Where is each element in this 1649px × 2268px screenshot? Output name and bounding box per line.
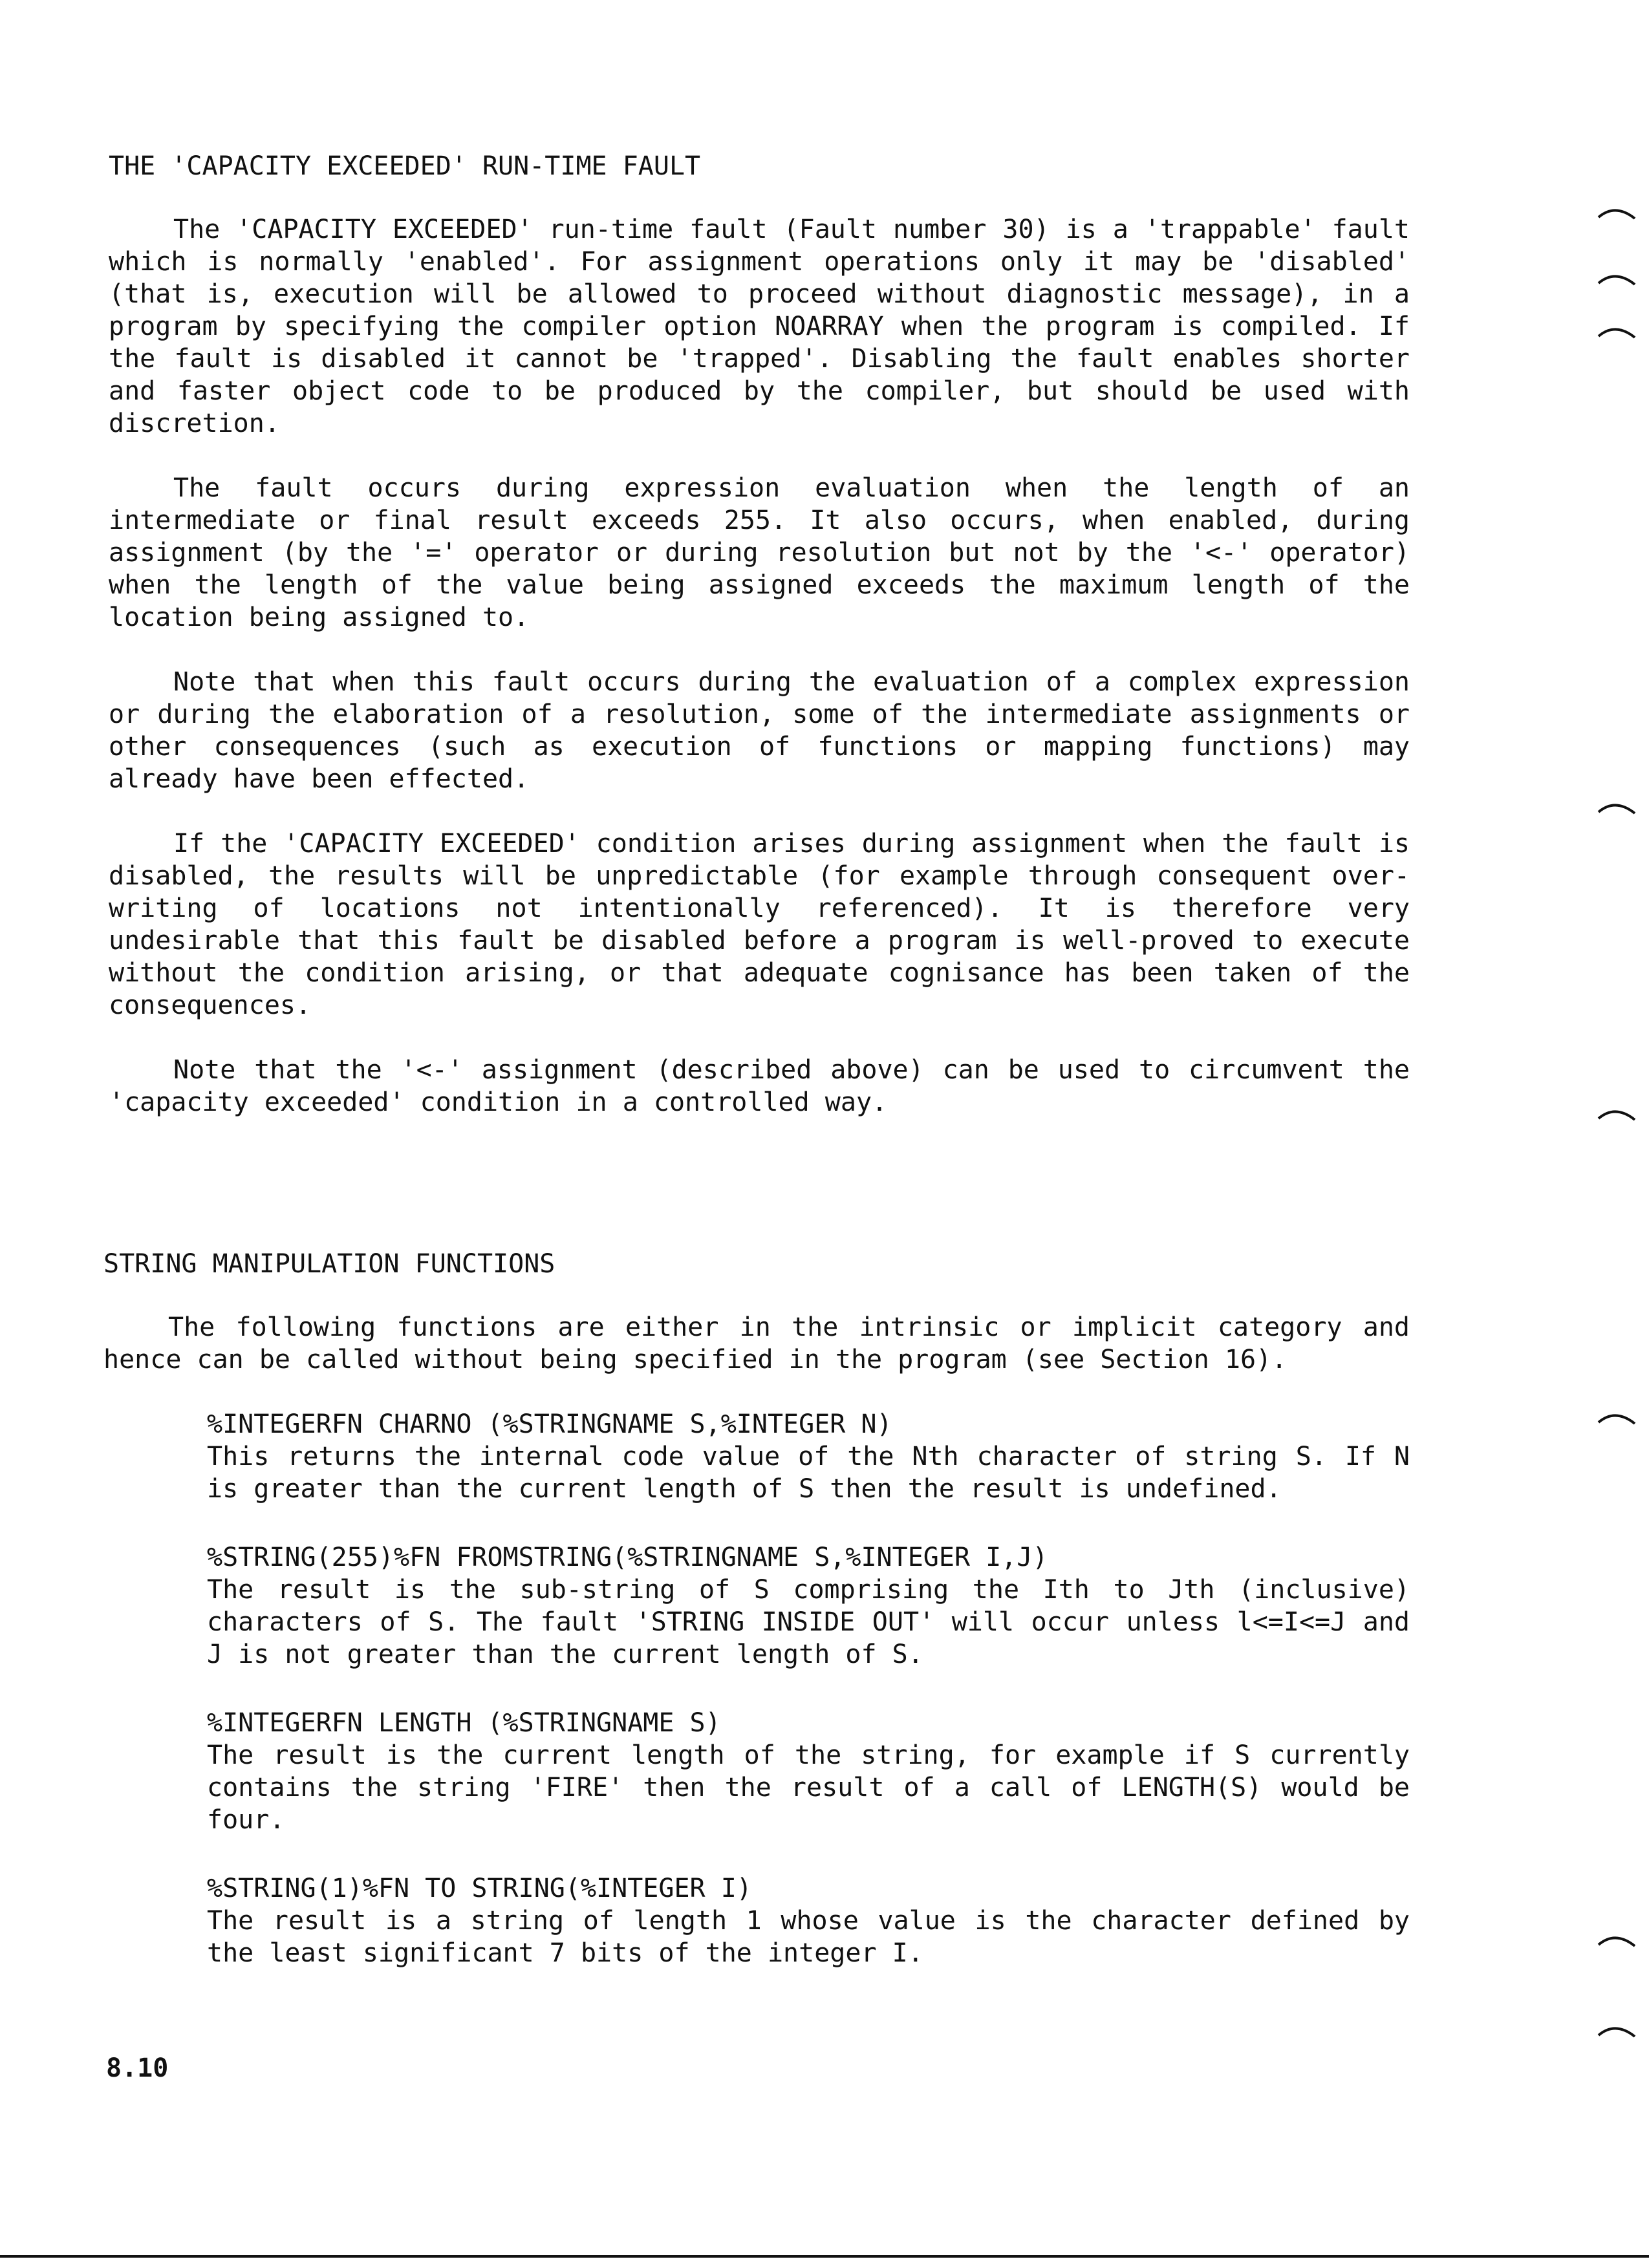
section-spacer (103, 1151, 1410, 1248)
paragraph: Note that when this fault occurs during the evaluation of a complex expression or during the elaboration of a resolution, some of the intermediate assignments or other consequences (such as execution of functions or mapping functions) may already have been effected. (109, 667, 1410, 794)
function-entry-to-string (207, 1872, 1410, 1969)
punch-hole-mark (1597, 1933, 1636, 1949)
function-entry-fromstring (207, 1541, 1410, 1671)
punch-hole-mark (1597, 800, 1636, 816)
punch-hole-mark (1597, 325, 1636, 340)
paragraph: If the 'CAPACITY EXCEEDED' condition arises during assignment when the fault is disabled, the results will be unpredictable (for example through consequent over-writing of locations not intentionally referenced). It is therefore very undesirable that this fault be disabled before a program is well-proved to execute without the condition arising, or that adequate cognisance has been taken of the consequences. (109, 829, 1410, 1020)
paragraph: The 'CAPACITY EXCEEDED' run-time fault (Fault number 30) is a 'trappable' fault which is normally 'enabled'. For assignment operations only it may be 'disabled' (that is, execution will be allowed to proceed without diagnostic message), in a program by specifying the compiler option NOARRAY when the program is compiled. If the fault is disabled it cannot be 'trapped'. Disabling the fault enables shorter and faster object code to be produced by the compiler, but should be used with discretion. (109, 215, 1410, 438)
bottom-rule (0, 2255, 1649, 2258)
function-description: The result is a string of length 1 whose value is the character defined by the least significant 7 bits of the integer I. (207, 1906, 1410, 1968)
section-string-functions (98, 1248, 1410, 1969)
function-entry-length (207, 1707, 1410, 1836)
section-capacity-exceeded (103, 150, 1410, 1118)
punch-hole-mark (1597, 2024, 1636, 2039)
function-description: This returns the internal code value of the Nth character of string S. If N is greater than the current length of S then the result is undefined. (207, 1442, 1410, 1504)
paragraph: Note that the '<-' assignment (described above) can be used to circumvent the 'capacity exceeded' condition in a controlled way. (109, 1055, 1410, 1117)
function-description: The result is the sub-string of S comprising the Ith to Jth (inclusive) characters of S. The fault 'STRING INSIDE OUT' will occur unless l<=I<=J and J is not greater than the current length of S. (207, 1575, 1410, 1669)
section-heading: STRING MANIPULATION FUNCTIONS (103, 1249, 555, 1279)
punch-hole-mark (1597, 272, 1636, 287)
function-signature: %INTEGERFN CHARNO (%STRINGNAME S,%INTEGER N) (207, 1409, 892, 1439)
punch-hole-mark (1597, 1107, 1636, 1122)
paragraph: The fault occurs during expression evaluation when the length of an intermediate or final result exceeds 255. It also occurs, when enabled, during assignment (by the '=' operator or during resolution but not by the '<-' operator) when the length of the value being assigned exceeds the maximum length of the location being assigned to. (109, 473, 1410, 632)
page-number: 8.10 (106, 2053, 169, 2083)
function-entry-charno (207, 1408, 1410, 1505)
document-page (103, 150, 1410, 2006)
section-heading: THE 'CAPACITY EXCEEDED' RUN-TIME FAULT (109, 151, 701, 181)
punch-hole-mark (1597, 1411, 1636, 1426)
intro-paragraph: The following functions are either in the intrinsic or implicit category and hence can be called without being specified in the program (see Section 16). (103, 1312, 1410, 1375)
function-signature: %STRING(255)%FN FROMSTRING(%STRINGNAME S,%INTEGER I,J) (207, 1543, 1048, 1572)
function-signature: %INTEGERFN LENGTH (%STRINGNAME S) (207, 1708, 721, 1738)
punch-hole-mark (1597, 206, 1636, 221)
function-description: The result is the current length of the string, for example if S currently contains the string 'FIRE' then the result of a call of LENGTH(S) would be four. (207, 1740, 1410, 1835)
function-signature: %STRING(1)%FN TO STRING(%INTEGER I) (207, 1874, 752, 1903)
